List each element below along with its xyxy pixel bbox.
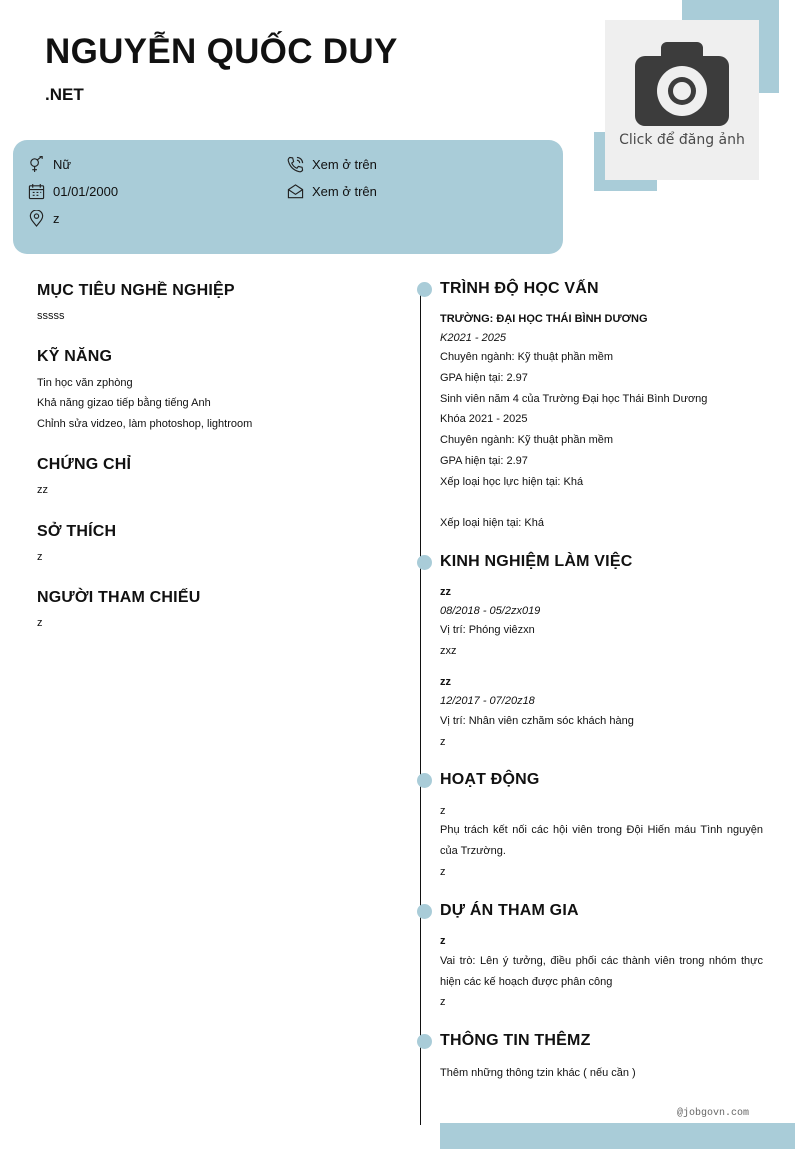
education-line[interactable]: Sinh viên năm 4 của Trường Đại học Thái Bình Dương bbox=[440, 393, 708, 405]
certificates-title[interactable]: CHỨNG CHỈ bbox=[37, 456, 132, 473]
skill-item[interactable]: Chỉnh sửa vidzeo, làm photoshop, lightroom bbox=[37, 418, 253, 430]
projects-title[interactable]: DỰ ÁN THAM GIA bbox=[440, 902, 579, 919]
more-info-text[interactable]: Thêm những thông tzin khác ( nếu cần ) bbox=[440, 1067, 636, 1079]
activity-name[interactable]: z bbox=[440, 805, 446, 817]
photo-caption: Click để đăng ảnh bbox=[619, 132, 745, 148]
gender-row[interactable] bbox=[28, 156, 71, 173]
phone-row[interactable] bbox=[287, 156, 377, 173]
timeline-line bbox=[420, 290, 421, 1125]
education-line[interactable]: Xếp loại hiện tại: Khá bbox=[440, 517, 544, 529]
camera-icon bbox=[635, 42, 729, 126]
hobbies-title[interactable]: SỞ THÍCH bbox=[37, 523, 117, 540]
references-text[interactable]: z bbox=[37, 617, 43, 629]
skill-item[interactable]: Tin học văn zphòng bbox=[37, 377, 133, 389]
candidate-name[interactable]: NGUYỄN QUỐC DUY bbox=[45, 32, 398, 71]
timeline-dot bbox=[417, 555, 432, 570]
timeline-dot bbox=[417, 282, 432, 297]
project-name[interactable]: z bbox=[440, 935, 446, 947]
objective-text[interactable]: sssss bbox=[37, 310, 65, 322]
education-line[interactable]: GPA hiện tại: 2.97 bbox=[440, 372, 528, 384]
job-company[interactable]: zz bbox=[440, 586, 451, 598]
project-desc-line[interactable]: hiện các kế hoạch được phân công bbox=[440, 976, 613, 988]
dob-row[interactable] bbox=[28, 183, 118, 200]
job-desc[interactable]: zxz bbox=[440, 645, 457, 657]
address-value: z bbox=[53, 211, 60, 226]
education-line[interactable]: Chuyên ngành: Kỹ thuật phần mềm bbox=[440, 434, 614, 446]
activity-desc-line[interactable]: của Trzường. bbox=[440, 845, 506, 857]
objective-title[interactable]: MỤC TIÊU NGHỀ NGHIỆP bbox=[37, 282, 235, 299]
job-company[interactable]: zz bbox=[440, 676, 451, 688]
timeline-dot bbox=[417, 773, 432, 788]
activity-desc-line[interactable]: Phụ trách kết nối các hội viên trong Đội Hiến máu Tình nguyện bbox=[440, 824, 763, 836]
calendar-icon bbox=[28, 183, 45, 200]
skill-item[interactable]: Khả năng gizao tiếp bằng tiếng Anh bbox=[37, 397, 211, 409]
job-period[interactable]: 08/2018 - 05/2zx019 bbox=[440, 605, 541, 617]
job-desc[interactable]: z bbox=[440, 736, 446, 748]
education-line[interactable]: GPA hiện tại: 2.97 bbox=[440, 455, 528, 467]
watermark: @jobgovn.com bbox=[677, 1108, 750, 1119]
photo-upload[interactable] bbox=[605, 20, 759, 180]
job-period[interactable]: 12/2017 - 07/20z18 bbox=[440, 695, 535, 707]
email-icon bbox=[287, 183, 304, 200]
email-value: Xem ở trên bbox=[312, 184, 377, 199]
education-period[interactable]: K2021 - 2025 bbox=[440, 332, 507, 344]
candidate-position[interactable]: .NET bbox=[45, 85, 84, 104]
education-line[interactable]: Chuyên ngành: Kỹ thuật phần mềm bbox=[440, 351, 614, 363]
dob-value: 01/01/2000 bbox=[53, 184, 119, 199]
decor-block-bottom bbox=[440, 1123, 795, 1149]
experience-title[interactable]: KINH NGHIỆM LÀM VIỆC bbox=[440, 553, 633, 570]
references-title[interactable]: NGƯỜI THAM CHIẾU bbox=[37, 589, 201, 606]
location-pin-icon bbox=[28, 210, 45, 227]
hobbies-text[interactable]: z bbox=[37, 551, 43, 563]
job-role[interactable]: Vị trí: Phóng viêzxn bbox=[440, 624, 535, 636]
activity-extra[interactable]: z bbox=[440, 866, 446, 878]
gender-icon bbox=[28, 156, 45, 173]
contact-info-box bbox=[13, 140, 563, 254]
phone-icon bbox=[287, 156, 304, 173]
timeline-dot bbox=[417, 904, 432, 919]
activities-title[interactable]: HOẠT ĐỘNG bbox=[440, 771, 540, 788]
timeline-dot bbox=[417, 1034, 432, 1049]
job-role[interactable]: Vị trí: Nhân viên czhăm sóc khách hàng bbox=[440, 715, 634, 727]
phone-value: Xem ở trên bbox=[312, 157, 377, 172]
education-line[interactable]: Xếp loại học lực hiện tại: Khá bbox=[440, 476, 584, 488]
education-title[interactable]: TRÌNH ĐỘ HỌC VẤN bbox=[440, 280, 599, 297]
certificates-text[interactable]: zz bbox=[37, 484, 48, 496]
gender-value: Nữ bbox=[53, 157, 72, 172]
email-row[interactable] bbox=[287, 183, 377, 200]
address-row[interactable] bbox=[28, 210, 60, 227]
more-info-title[interactable]: THÔNG TIN THÊMZ bbox=[440, 1032, 591, 1049]
project-extra[interactable]: z bbox=[440, 996, 446, 1008]
project-desc-line[interactable]: Vai trò: Lên ý tưởng, điều phối các thành viên trong nhóm thực bbox=[440, 955, 763, 967]
skills-title[interactable]: KỸ NĂNG bbox=[37, 348, 113, 365]
education-school[interactable]: TRƯỜNG: ĐẠI HỌC THÁI BÌNH DƯƠNG bbox=[440, 313, 648, 325]
education-line[interactable]: Khóa 2021 - 2025 bbox=[440, 413, 528, 425]
